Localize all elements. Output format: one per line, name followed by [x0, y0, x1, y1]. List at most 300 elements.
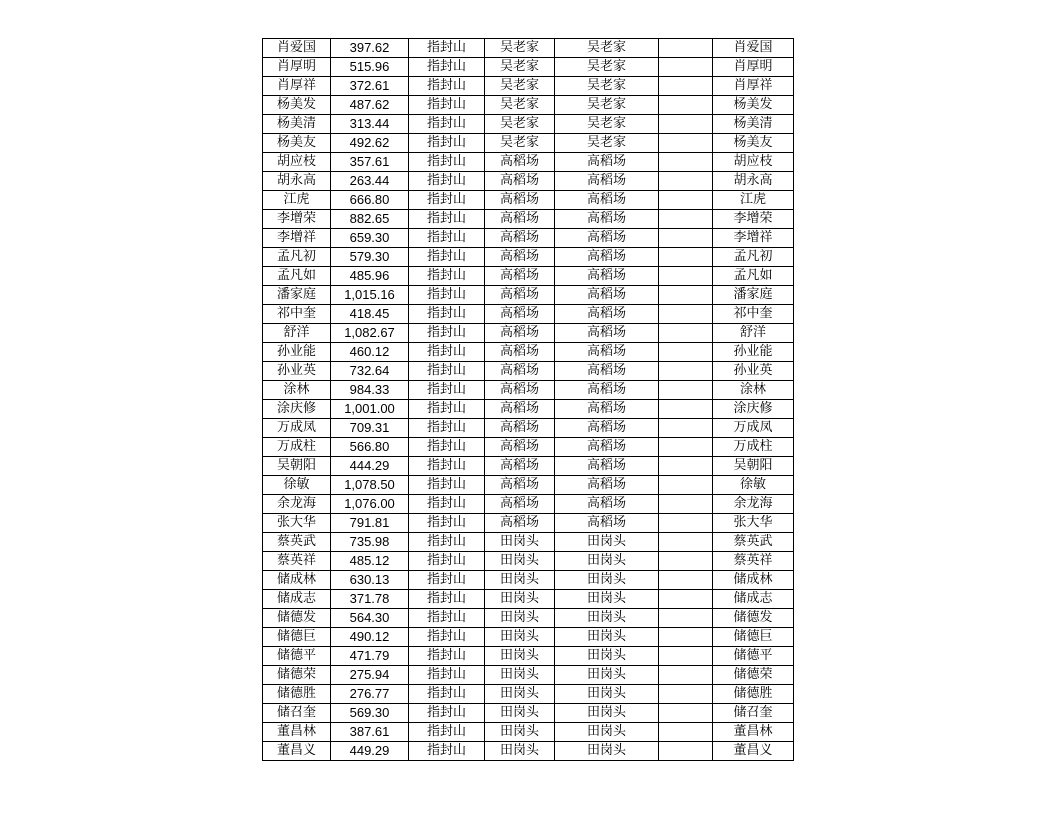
table-row [263, 571, 794, 590]
payee-cell: 蔡英祥 [713, 552, 794, 571]
amount-cell: 485.96 [331, 267, 409, 286]
village-cell: 吴老家 [485, 77, 555, 96]
group-cell: 高稻场 [555, 400, 659, 419]
amount-cell: 709.31 [331, 419, 409, 438]
blank-cell [659, 153, 713, 172]
payee-cell: 董昌林 [713, 723, 794, 742]
village-cell: 高稻场 [485, 362, 555, 381]
name-cell: 李增祥 [263, 229, 331, 248]
blank-cell [659, 115, 713, 134]
township-cell: 指封山 [409, 571, 485, 590]
table-row [263, 248, 794, 267]
village-cell: 高稻场 [485, 381, 555, 400]
payee-cell: 徐敏 [713, 476, 794, 495]
amount-cell: 372.61 [331, 77, 409, 96]
township-cell: 指封山 [409, 381, 485, 400]
payee-cell: 涂林 [713, 381, 794, 400]
amount-cell: 566.80 [331, 438, 409, 457]
name-cell: 储德巨 [263, 628, 331, 647]
amount-cell: 490.12 [331, 628, 409, 647]
village-cell: 高稻场 [485, 438, 555, 457]
township-cell: 指封山 [409, 248, 485, 267]
table-row [263, 457, 794, 476]
village-cell: 高稻场 [485, 248, 555, 267]
village-cell: 吴老家 [485, 115, 555, 134]
village-cell: 田岗头 [485, 552, 555, 571]
village-cell: 田岗头 [485, 533, 555, 552]
amount-cell: 313.44 [331, 115, 409, 134]
amount-cell: 1,001.00 [331, 400, 409, 419]
amount-cell: 397.62 [331, 39, 409, 58]
group-cell: 高稻场 [555, 191, 659, 210]
name-cell: 胡永高 [263, 172, 331, 191]
group-cell: 田岗头 [555, 590, 659, 609]
payee-cell: 肖厚明 [713, 58, 794, 77]
name-cell: 徐敏 [263, 476, 331, 495]
amount-cell: 444.29 [331, 457, 409, 476]
name-cell: 蔡英武 [263, 533, 331, 552]
table-row [263, 362, 794, 381]
name-cell: 江虎 [263, 191, 331, 210]
amount-cell: 732.64 [331, 362, 409, 381]
group-cell: 吴老家 [555, 115, 659, 134]
name-cell: 李增荣 [263, 210, 331, 229]
village-cell: 高稻场 [485, 172, 555, 191]
payee-cell: 杨美友 [713, 134, 794, 153]
name-cell: 杨美发 [263, 96, 331, 115]
payee-cell: 孟凡初 [713, 248, 794, 267]
group-cell: 高稻场 [555, 514, 659, 533]
table-row [263, 381, 794, 400]
table-row [263, 343, 794, 362]
table-row [263, 438, 794, 457]
blank-cell [659, 514, 713, 533]
payee-cell: 储召奎 [713, 704, 794, 723]
payee-cell: 祁中奎 [713, 305, 794, 324]
payee-cell: 李增荣 [713, 210, 794, 229]
amount-cell: 492.62 [331, 134, 409, 153]
table-row [263, 533, 794, 552]
group-cell: 田岗头 [555, 533, 659, 552]
group-cell: 高稻场 [555, 476, 659, 495]
township-cell: 指封山 [409, 495, 485, 514]
township-cell: 指封山 [409, 533, 485, 552]
name-cell: 潘家庭 [263, 286, 331, 305]
payee-cell: 吴朝阳 [713, 457, 794, 476]
name-cell: 储德平 [263, 647, 331, 666]
blank-cell [659, 666, 713, 685]
table-row [263, 742, 794, 761]
payee-cell: 储德平 [713, 647, 794, 666]
amount-cell: 449.29 [331, 742, 409, 761]
blank-cell [659, 704, 713, 723]
amount-cell: 735.98 [331, 533, 409, 552]
name-cell: 储成林 [263, 571, 331, 590]
payee-cell: 涂庆修 [713, 400, 794, 419]
payee-cell: 储成林 [713, 571, 794, 590]
township-cell: 指封山 [409, 400, 485, 419]
name-cell: 孟凡初 [263, 248, 331, 267]
group-cell: 吴老家 [555, 39, 659, 58]
payee-cell: 储德发 [713, 609, 794, 628]
group-cell: 高稻场 [555, 248, 659, 267]
blank-cell [659, 495, 713, 514]
table-row [263, 723, 794, 742]
name-cell: 胡应枝 [263, 153, 331, 172]
payee-cell: 万成柱 [713, 438, 794, 457]
blank-cell [659, 723, 713, 742]
blank-cell [659, 343, 713, 362]
amount-cell: 882.65 [331, 210, 409, 229]
payee-cell: 储德荣 [713, 666, 794, 685]
group-cell: 高稻场 [555, 286, 659, 305]
amount-cell: 630.13 [331, 571, 409, 590]
group-cell: 高稻场 [555, 438, 659, 457]
amount-cell: 471.79 [331, 647, 409, 666]
amount-cell: 1,082.67 [331, 324, 409, 343]
table-row [263, 552, 794, 571]
township-cell: 指封山 [409, 419, 485, 438]
payee-cell: 舒洋 [713, 324, 794, 343]
township-cell: 指封山 [409, 229, 485, 248]
table-row [263, 419, 794, 438]
village-cell: 高稻场 [485, 400, 555, 419]
amount-cell: 371.78 [331, 590, 409, 609]
table-row [263, 77, 794, 96]
table-row [263, 96, 794, 115]
group-cell: 田岗头 [555, 609, 659, 628]
group-cell: 高稻场 [555, 457, 659, 476]
blank-cell [659, 628, 713, 647]
payee-cell: 储成志 [713, 590, 794, 609]
village-cell: 田岗头 [485, 685, 555, 704]
village-cell: 吴老家 [485, 134, 555, 153]
township-cell: 指封山 [409, 153, 485, 172]
group-cell: 高稻场 [555, 172, 659, 191]
blank-cell [659, 172, 713, 191]
table-row [263, 229, 794, 248]
blank-cell [659, 362, 713, 381]
table-row [263, 495, 794, 514]
name-cell: 储成志 [263, 590, 331, 609]
payee-cell: 储德巨 [713, 628, 794, 647]
village-cell: 高稻场 [485, 229, 555, 248]
amount-cell: 357.61 [331, 153, 409, 172]
payee-cell: 孙业英 [713, 362, 794, 381]
group-cell: 田岗头 [555, 704, 659, 723]
name-cell: 孙业英 [263, 362, 331, 381]
blank-cell [659, 419, 713, 438]
payee-cell: 胡永高 [713, 172, 794, 191]
group-cell: 高稻场 [555, 343, 659, 362]
payee-cell: 肖爱国 [713, 39, 794, 58]
village-cell: 田岗头 [485, 628, 555, 647]
amount-cell: 666.80 [331, 191, 409, 210]
name-cell: 蔡英祥 [263, 552, 331, 571]
data-table [262, 38, 794, 761]
name-cell: 储德荣 [263, 666, 331, 685]
village-cell: 高稻场 [485, 514, 555, 533]
amount-cell: 460.12 [331, 343, 409, 362]
name-cell: 储德发 [263, 609, 331, 628]
village-cell: 高稻场 [485, 343, 555, 362]
table-row [263, 685, 794, 704]
village-cell: 田岗头 [485, 647, 555, 666]
township-cell: 指封山 [409, 552, 485, 571]
township-cell: 指封山 [409, 666, 485, 685]
name-cell: 杨美友 [263, 134, 331, 153]
group-cell: 吴老家 [555, 134, 659, 153]
village-cell: 田岗头 [485, 609, 555, 628]
group-cell: 高稻场 [555, 153, 659, 172]
township-cell: 指封山 [409, 96, 485, 115]
blank-cell [659, 685, 713, 704]
village-cell: 田岗头 [485, 571, 555, 590]
township-cell: 指封山 [409, 343, 485, 362]
name-cell: 涂林 [263, 381, 331, 400]
payee-cell: 蔡英武 [713, 533, 794, 552]
payee-cell: 万成凤 [713, 419, 794, 438]
blank-cell [659, 438, 713, 457]
group-cell: 田岗头 [555, 742, 659, 761]
amount-cell: 569.30 [331, 704, 409, 723]
blank-cell [659, 191, 713, 210]
name-cell: 万成凤 [263, 419, 331, 438]
group-cell: 吴老家 [555, 58, 659, 77]
amount-cell: 1,078.50 [331, 476, 409, 495]
township-cell: 指封山 [409, 267, 485, 286]
township-cell: 指封山 [409, 742, 485, 761]
township-cell: 指封山 [409, 476, 485, 495]
blank-cell [659, 609, 713, 628]
payee-cell: 董昌义 [713, 742, 794, 761]
payee-cell: 孟凡如 [713, 267, 794, 286]
township-cell: 指封山 [409, 438, 485, 457]
name-cell: 余龙海 [263, 495, 331, 514]
village-cell: 高稻场 [485, 153, 555, 172]
township-cell: 指封山 [409, 647, 485, 666]
blank-cell [659, 381, 713, 400]
payee-cell: 胡应枝 [713, 153, 794, 172]
township-cell: 指封山 [409, 58, 485, 77]
blank-cell [659, 286, 713, 305]
township-cell: 指封山 [409, 115, 485, 134]
table-row [263, 628, 794, 647]
amount-cell: 263.44 [331, 172, 409, 191]
blank-cell [659, 742, 713, 761]
village-cell: 高稻场 [485, 286, 555, 305]
township-cell: 指封山 [409, 457, 485, 476]
group-cell: 田岗头 [555, 723, 659, 742]
blank-cell [659, 96, 713, 115]
amount-cell: 659.30 [331, 229, 409, 248]
village-cell: 田岗头 [485, 723, 555, 742]
village-cell: 吴老家 [485, 39, 555, 58]
township-cell: 指封山 [409, 286, 485, 305]
name-cell: 肖爱国 [263, 39, 331, 58]
amount-cell: 984.33 [331, 381, 409, 400]
group-cell: 吴老家 [555, 96, 659, 115]
village-cell: 高稻场 [485, 267, 555, 286]
table-row [263, 476, 794, 495]
name-cell: 董昌林 [263, 723, 331, 742]
blank-cell [659, 77, 713, 96]
township-cell: 指封山 [409, 704, 485, 723]
name-cell: 孙业能 [263, 343, 331, 362]
group-cell: 高稻场 [555, 210, 659, 229]
township-cell: 指封山 [409, 172, 485, 191]
village-cell: 高稻场 [485, 210, 555, 229]
blank-cell [659, 58, 713, 77]
table-row [263, 324, 794, 343]
township-cell: 指封山 [409, 685, 485, 704]
table-row [263, 400, 794, 419]
table-row [263, 153, 794, 172]
table-row [263, 134, 794, 153]
table-row [263, 115, 794, 134]
group-cell: 田岗头 [555, 552, 659, 571]
group-cell: 田岗头 [555, 647, 659, 666]
village-cell: 吴老家 [485, 96, 555, 115]
name-cell: 万成柱 [263, 438, 331, 457]
village-cell: 高稻场 [485, 495, 555, 514]
payee-cell: 杨美发 [713, 96, 794, 115]
group-cell: 田岗头 [555, 571, 659, 590]
table-row [263, 609, 794, 628]
village-cell: 田岗头 [485, 666, 555, 685]
amount-cell: 1,015.16 [331, 286, 409, 305]
table-row [263, 210, 794, 229]
group-cell: 田岗头 [555, 685, 659, 704]
blank-cell [659, 248, 713, 267]
village-cell: 田岗头 [485, 590, 555, 609]
township-cell: 指封山 [409, 77, 485, 96]
payee-cell: 杨美清 [713, 115, 794, 134]
blank-cell [659, 571, 713, 590]
group-cell: 高稻场 [555, 362, 659, 381]
blank-cell [659, 476, 713, 495]
blank-cell [659, 324, 713, 343]
amount-cell: 275.94 [331, 666, 409, 685]
name-cell: 孟凡如 [263, 267, 331, 286]
table-row [263, 590, 794, 609]
payee-cell: 孙业能 [713, 343, 794, 362]
blank-cell [659, 134, 713, 153]
name-cell: 储召奎 [263, 704, 331, 723]
village-cell: 高稻场 [485, 457, 555, 476]
township-cell: 指封山 [409, 590, 485, 609]
group-cell: 高稻场 [555, 381, 659, 400]
amount-cell: 579.30 [331, 248, 409, 267]
amount-cell: 515.96 [331, 58, 409, 77]
township-cell: 指封山 [409, 324, 485, 343]
group-cell: 高稻场 [555, 267, 659, 286]
blank-cell [659, 533, 713, 552]
blank-cell [659, 210, 713, 229]
township-cell: 指封山 [409, 210, 485, 229]
amount-cell: 1,076.00 [331, 495, 409, 514]
payee-cell: 余龙海 [713, 495, 794, 514]
township-cell: 指封山 [409, 514, 485, 533]
group-cell: 田岗头 [555, 628, 659, 647]
blank-cell [659, 400, 713, 419]
table-row [263, 267, 794, 286]
table-row [263, 514, 794, 533]
blank-cell [659, 647, 713, 666]
blank-cell [659, 39, 713, 58]
table-row [263, 704, 794, 723]
township-cell: 指封山 [409, 191, 485, 210]
payee-cell: 江虎 [713, 191, 794, 210]
township-cell: 指封山 [409, 362, 485, 381]
table-row [263, 286, 794, 305]
village-cell: 吴老家 [485, 58, 555, 77]
township-cell: 指封山 [409, 134, 485, 153]
payee-cell: 李增祥 [713, 229, 794, 248]
name-cell: 储德胜 [263, 685, 331, 704]
amount-cell: 276.77 [331, 685, 409, 704]
payee-cell: 肖厚祥 [713, 77, 794, 96]
village-cell: 高稻场 [485, 324, 555, 343]
group-cell: 高稻场 [555, 305, 659, 324]
blank-cell [659, 552, 713, 571]
amount-cell: 487.62 [331, 96, 409, 115]
name-cell: 舒洋 [263, 324, 331, 343]
amount-cell: 485.12 [331, 552, 409, 571]
name-cell: 涂庆修 [263, 400, 331, 419]
amount-cell: 791.81 [331, 514, 409, 533]
table-row [263, 191, 794, 210]
blank-cell [659, 590, 713, 609]
village-cell: 高稻场 [485, 419, 555, 438]
table-row [263, 647, 794, 666]
village-cell: 田岗头 [485, 704, 555, 723]
blank-cell [659, 267, 713, 286]
group-cell: 田岗头 [555, 666, 659, 685]
amount-cell: 564.30 [331, 609, 409, 628]
table-body [263, 39, 794, 761]
village-cell: 田岗头 [485, 742, 555, 761]
group-cell: 高稻场 [555, 324, 659, 343]
village-cell: 高稻场 [485, 191, 555, 210]
amount-cell: 387.61 [331, 723, 409, 742]
township-cell: 指封山 [409, 39, 485, 58]
township-cell: 指封山 [409, 609, 485, 628]
name-cell: 肖厚明 [263, 58, 331, 77]
payee-cell: 张大华 [713, 514, 794, 533]
payee-cell: 储德胜 [713, 685, 794, 704]
table-row [263, 39, 794, 58]
amount-cell: 418.45 [331, 305, 409, 324]
village-cell: 高稻场 [485, 476, 555, 495]
group-cell: 高稻场 [555, 419, 659, 438]
name-cell: 董昌义 [263, 742, 331, 761]
payee-cell: 潘家庭 [713, 286, 794, 305]
township-cell: 指封山 [409, 305, 485, 324]
table-row [263, 666, 794, 685]
name-cell: 肖厚祥 [263, 77, 331, 96]
group-cell: 高稻场 [555, 495, 659, 514]
blank-cell [659, 229, 713, 248]
blank-cell [659, 457, 713, 476]
table-row [263, 58, 794, 77]
name-cell: 祁中奎 [263, 305, 331, 324]
blank-cell [659, 305, 713, 324]
township-cell: 指封山 [409, 628, 485, 647]
group-cell: 吴老家 [555, 77, 659, 96]
name-cell: 张大华 [263, 514, 331, 533]
name-cell: 杨美清 [263, 115, 331, 134]
